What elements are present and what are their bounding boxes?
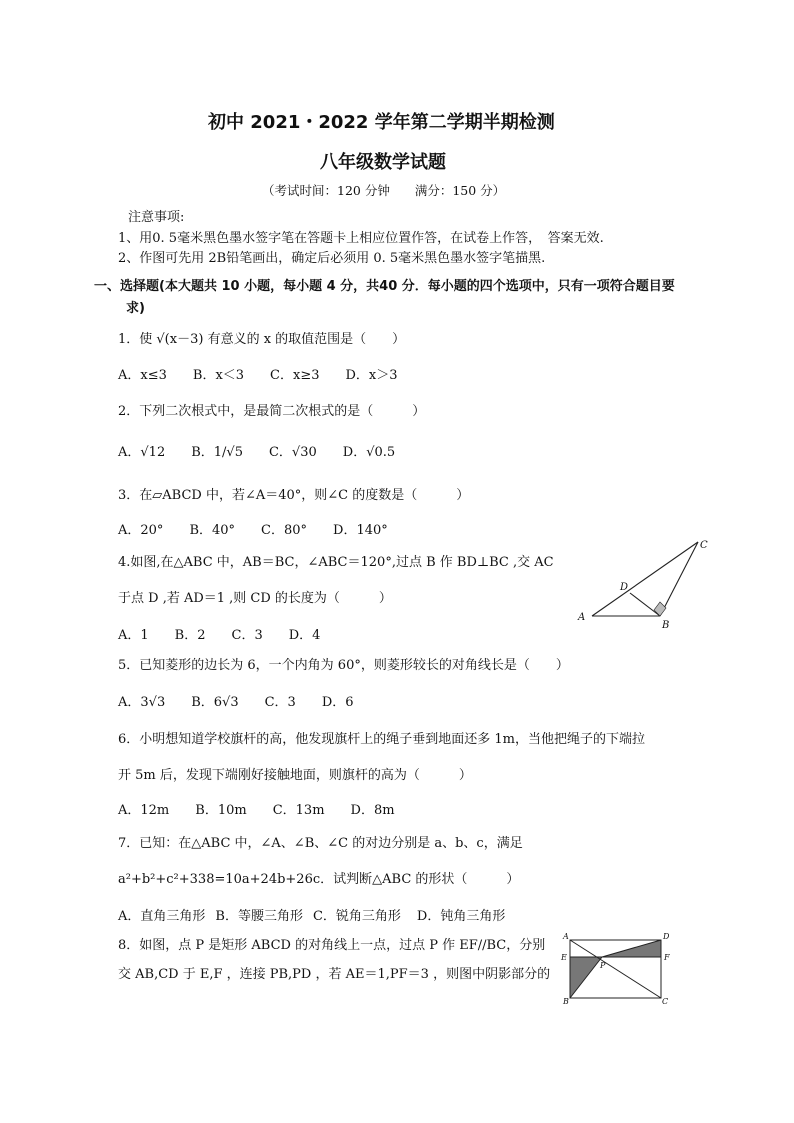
option-d: D．6 [321,695,354,710]
question-8-stem: 8．如图，点 P 是矩形 ABCD 的对角线上一点，过点 P 作 EF//BC，分别 [118,938,546,953]
point-p: P [600,961,606,970]
rectangle-figure [560,930,675,1005]
option-a: A．3√3 [118,695,166,710]
triangle-figure [570,538,710,631]
option-c: C．锐角三角形 [312,909,401,924]
option-a: A．x≤3 [118,368,167,383]
option-c: C．√30 [268,445,317,460]
option-a: A．直角三角形 [118,909,206,924]
question-6-stem-cont: 开 5m 后，发现下端刚好接触地面，则旗杆的高为（ ） [118,768,472,783]
option-d: D．√0.5 [342,445,396,460]
vertex-c: C [700,540,708,551]
option-a: A．12m [118,803,170,818]
section-heading-cont: 求) [126,301,145,316]
option-c: C．80° [261,523,308,538]
question-1-stem: 1．使 √(x－3) 有意义的 x 的取值范围是（ ） [118,332,406,347]
option-c: C．13m [272,803,325,818]
option-a: A．1 [118,628,149,643]
question-2-stem: 2．下列二次根式中，是最简二次根式的是（ ） [118,404,426,419]
vertex-c: C [662,997,669,1006]
option-b: B．等腰三角形 [215,909,303,924]
point-f: F [664,953,670,962]
question-3-options [118,519,414,538]
option-b: B．6√3 [191,695,239,710]
option-d: D．x＞3 [345,368,398,383]
vertex-a: A [563,932,569,941]
vertex-a: A [578,612,586,623]
option-c: C．3 [231,628,263,643]
option-b: B．2 [174,628,206,643]
option-d: D．140° [333,523,388,538]
section-heading: 一、选择题(本大题共 10 小题，每小题 4 分，共40 分．每小题的四个选项中，只有一项符合题目要 [94,279,675,294]
option-a: A．20° [118,523,164,538]
question-4-options [118,624,346,643]
question-7-stem-cont: a²+b²+c²+338=10a+24b+26c．试判断△ABC 的形状（ ） [118,872,520,887]
option-c: C．x≥3 [270,368,320,383]
question-2-options [118,441,421,460]
notice-item-1: 1、用0. 5毫米黑色墨水签字笔在答题卡上相应位置作答，在试卷上作答， 答案无效. [118,231,604,246]
question-5-stem: 5．已知菱形的边长为 6，一个内角为 60°，则菱形较长的对角线长是（ ） [118,658,569,673]
option-d: D．4 [288,628,321,643]
vertex-b: B [563,997,569,1006]
question-6-stem: 6．小明想知道学校旗杆的高，他发现旗杆上的绳子垂到地面还多 1m，当他把绳子的下端拉 [118,732,646,747]
option-b: B．1/√5 [191,445,243,460]
option-d: D．钝角三角形 [416,909,506,924]
question-4-stem-cont: 于点 D ,若 AD＝1 ,则 CD 的长度为（ ） [118,591,392,606]
question-5-options [118,691,380,710]
question-7-stem: 7．已知：在△ABC 中，∠A、∠B、∠C 的对边分别是 a、b、c，满足 [118,836,523,851]
option-c: C．3 [264,695,296,710]
question-8-stem-cont: 交 AB,CD 于 E,F ，连接 PB,PD ，若 AE＝1,PF＝3 ，则图中阴影部分的 [118,967,551,982]
vertex-d: D [620,582,629,593]
exam-title: 初中 2021・2022 学年第二学期半期检测 [208,112,555,133]
question-7-options [118,905,531,924]
question-1-options [118,364,424,383]
question-3-stem: 3．在▱ABCD 中，若∠A＝40°，则∠C 的度数是（ ） [118,488,470,503]
option-a: A．√12 [118,445,166,460]
vertex-b: B [662,620,670,631]
notice-item-2: 2、作图可先用 2B铅笔画出，确定后必须用 0. 5毫米黑色墨水签字笔描黑. [118,251,546,266]
vertex-d: D [663,932,670,941]
option-b: B．x＜3 [192,368,245,383]
exam-info: （考试时间：120 分钟 满分：150 分） [262,183,506,198]
question-6-options [118,799,421,818]
question-4-stem: 4.如图,在△ABC 中，AB＝BC，∠ABC＝120°,过点 B 作 BD⊥BC ,交 AC [118,555,554,570]
notice-heading: 注意事项: [128,210,185,225]
exam-subtitle: 八年级数学试题 [320,152,446,173]
option-d: D．8m [350,803,395,818]
option-b: B．40° [189,523,236,538]
point-e: E [561,953,567,962]
option-b: B．10m [195,803,247,818]
